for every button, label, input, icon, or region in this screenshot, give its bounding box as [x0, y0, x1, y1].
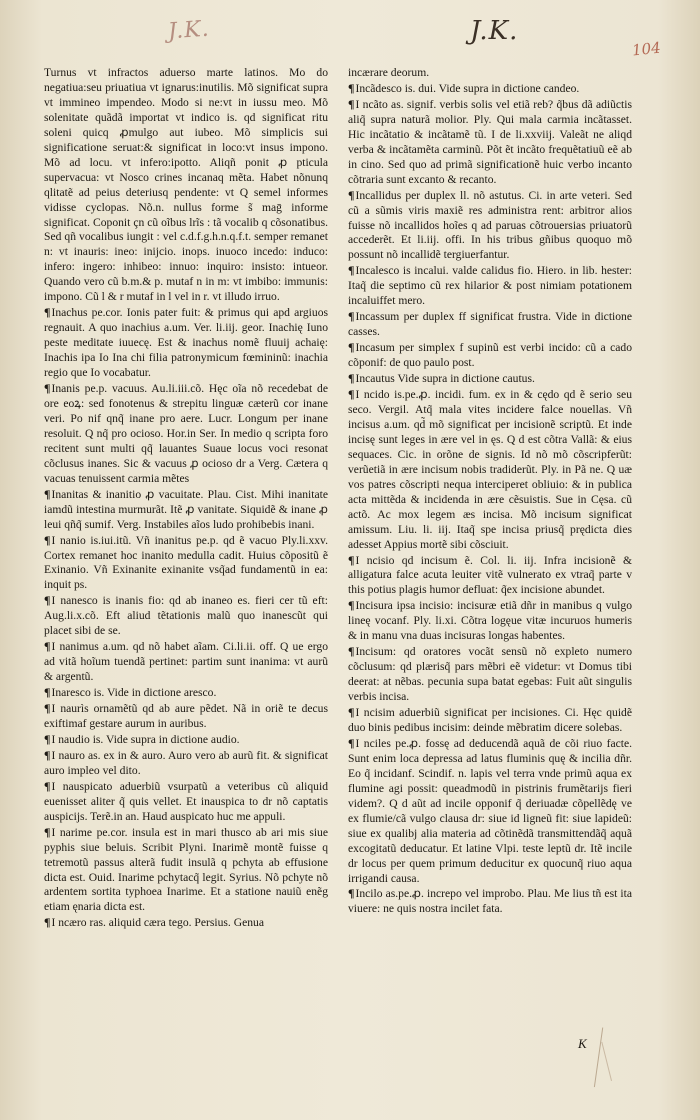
- entry-text: Inanitas & inanitio ꝓ vacuitate. Plau. Cist. Mihi inanitate iamdũ intestina murmurãt. Itẽ ꝓ vanitate. Siquidẽ & inane ꝓ leui qñq̃ sumif. Verg. Instabiles aĩos ludo prohibebis inani.: [44, 487, 328, 531]
- pilcrow-icon: ¶: [44, 685, 51, 700]
- dictionary-entry: [44, 915, 328, 931]
- folio-number: 104: [631, 38, 662, 60]
- dictionary-entry: [348, 371, 632, 387]
- dictionary-entry: [44, 825, 328, 916]
- dictionary-entry: [44, 533, 328, 594]
- entry-text: I naudio is. Vide supra in dictione audio.: [51, 732, 240, 746]
- pilcrow-icon: ¶: [44, 915, 51, 930]
- dictionary-entry: [44, 779, 328, 825]
- entry-text: Inarescо is. Vide in dictione aresco.: [51, 686, 217, 700]
- entry-text: I nciles pe.ꝓ. fossę ad deducendã aquã de cõi riuo facte. Sunt enim loca depressa ad latus fluminis quę & incilia dñr. Eo q̃ incidanf. Scindif. n. lapis vel terra vnde primũ aqua ex flumine agi possit: queadmodũ in pistrinis frumẽtarijs fieri videm?. Q d aũt ad incile opponif q̃ deriuadæ cõpellẽdę ve ex flumie/cã vulgo clausa dr: siue id ligneũ fit: siue lapideũ: siue ex qualibj alia materia ad cõtinẽdã transmittendãq̃ aquã excogitatũ deducatur. Et latine Vlpi. teste leptũ dr. Itẽ incile dr locus per quem primum deducitur ex quocunq̃ riuo aqua irrigandi causa.: [348, 736, 632, 885]
- entry-text: Incilo as.pe.ꝓ. increpo vel improbo. Plau. Me lius tñ est ita viuere: ne quis nostra incilet fata.: [348, 887, 632, 916]
- entry-text: Inachus pe.cor. Ionis pater fuit: & primus qui apd argiuos regnauit. A quo inachius a.um. Ver. li.iij. geor. Inachię Iuno peste meditate iuuecę. Est & inachus nomẽ fluuij achaię: Inachis ipa Io Ina chi filia patronymicum fœmininũ: inachia regio que Io vocabatur.: [44, 306, 328, 380]
- entry-text: I narime pe.cor. insula est in mari thusco ab ari mis siue pyphis siue beluis. Scribit Plyni. Inarimẽ montẽ fuisse q tetremotũ passus alterã fudit insulã q pchyta ab effusione dicta est. Ouid. Inarime pchytacq̃ legit. Syrius. Nõ pchyte nõ ardentem sortita typhoea Inarime. Et a statione nauiũ enẽg etiam ęnaria dicta est.: [44, 825, 328, 914]
- dictionary-entry: [348, 188, 632, 264]
- entry-text: I nanimus a.um. qd nõ habet aĩam. Ci.li.ii. off. Q ue ergo ad vitã hoĩum tuendã pertinet: partim sunt inanima: vt aurũ & argentũ.: [44, 640, 328, 684]
- pilcrow-icon: ¶: [348, 340, 355, 355]
- pilcrow-icon: ¶: [348, 371, 355, 386]
- entry-text: I nanio is.iui.itũ. Vñ inanitus pe.p. qd ẽ vacuo Ply.li.xxv. Cortex remanet hoc inanito medulla cadit. Huius cõpositũ ẽ Exinanio. Vñ Exinanite exinanite vsq̃ad fundamentũ in ea: inquit ps.: [44, 533, 328, 592]
- entry-text: I ncãto as. signif. verbis solis vel etiã reb? q̃bus dã adiũctis aliq̃ supra naturã molior. Ply. Qui mala carmia incãtasset. Hic incãtatio & incãtamẽ tũ. I de li.xxviij. Valeãt ne aliqd verba & incãtamẽta carminũ. Põt ẽt incãto frequẽtatiuũ eẽ ab in cino. Sed quo ad primã significationẽ huic verbo incanto cõtraria sunt excanto & recanto.: [348, 97, 632, 186]
- pilcrow-icon: ¶: [348, 187, 355, 202]
- pilcrow-icon: ¶: [44, 731, 51, 746]
- dictionary-entry: [348, 886, 632, 917]
- entry-text: I ncisim aduerbiũ significat per incisiones. Ci. Hęc quidẽ duo binis pedibus incisim: deinde mẽbratim dicere solebas.: [348, 706, 632, 734]
- pilcrow-icon: ¶: [348, 644, 355, 659]
- manuscript-annotation-left: J.K.: [167, 16, 211, 45]
- pilcrow-icon: ¶: [44, 486, 51, 501]
- dictionary-entry: [44, 748, 328, 779]
- dictionary-entry: [44, 593, 328, 639]
- entry-text: incærare deorum.: [348, 66, 430, 79]
- pilcrow-icon: ¶: [348, 552, 355, 567]
- continued-text: [44, 66, 328, 305]
- dictionary-entry: [44, 685, 328, 701]
- pilcrow-icon: ¶: [44, 778, 51, 793]
- pilcrow-icon: ¶: [44, 824, 51, 839]
- dictionary-entry: [44, 381, 328, 487]
- pilcrow-icon: ¶: [348, 80, 355, 95]
- entry-text: I nauro as. ex in & auro. Auro vero ab aurũ fit. & significat auro impleo vel dito.: [44, 748, 328, 777]
- entry-text: I ncido is.pe.ꝓ. incidi. fum. ex in & cędo qd ẽ serio seu seco. Vergil. Atq̃ mala vites incidere falce nouellas. Vñ incisus a.um. qd̃ mõ significat per incisionẽ scriptũ. Et inde incisę sunt leges in ære vel in ęs. Q d est cõtra Vallã: & eius sequaces. Cic. in orõne de signis. Id nõ mõ cõscripferũt: verũetiã in ære incisum nobis tradiderũt. Ply. in Pã ne. Q uæ vos patres cõscripti nequa interciperet obliuio: & in publica acta mittẽda & incidenda in ære cẽsuistis. Sue in Cęsa. cũ actõ. Ac mox legem æs incisa. Mõ incisum significat amissum. Liu. li. iij. Itaq̃ spe incisa priusq̃ prędicta dies adesset Appius mortẽ sibi cõsciuit.: [348, 388, 632, 551]
- dictionary-entry: [348, 644, 632, 705]
- entry-text: I nanesco is inanis fio: qd ab inaneo es. fieri cer tũ eft: Aug.li.x.cõ. Eft aliud tẽtationis malũ quo inanescũt qui placet sibi de se.: [44, 594, 328, 638]
- right-column: [348, 66, 632, 917]
- pilcrow-icon: ¶: [348, 96, 355, 111]
- entry-text: Incisum: qd oratores vocãt sensũ nõ expleto numero cõclusum: qd plærisq̃ pars mẽbri eẽ videtur: vt Domus tibi deerat: at nẽbas. pecunia supa batat egebas: Fuit aũt singulis verbis incisa.: [348, 645, 632, 704]
- entry-text: Incautus Vide supra in dictione cautus.: [355, 372, 535, 386]
- dictionary-entry: [348, 553, 632, 599]
- dictionary-entry: [348, 81, 632, 97]
- entry-text: Incallidus per duplex ll. nõ astutus. Ci. in arte veteri. Sed cũ a sũmis viris maxiẽ res administra rent: arbitror alios fuisse nõ incallidos hoĩes q ad paruas cõtrouersias priuatorũ accederẽt. Et li.iij. offi. In his tribus gñibus quoquo mõ possunt nõ incallidẽ tergiuerfantur.: [348, 188, 632, 262]
- dictionary-entry: [348, 598, 632, 644]
- entry-text: I naurìs ornamẽtũ qd ab aure pẽdet. Nã in oriẽ te decus exiftimaf gestare aurum in auribus.: [44, 702, 328, 730]
- entry-text: Incisura ipsa incisio: incisuræ etiã dñr in manibus q vulgo lineę vocanf. Ply. li.xi. Cõtra logęue vitæ incuruos humeris & in manu vna duas incisuras longas habentes.: [348, 599, 632, 643]
- pilcrow-icon: ¶: [44, 593, 51, 608]
- entry-text: Inanis pe.p. vacuus. Au.li.iii.cõ. Hęc oĩa nõ recedebat de ore eoꝝ: sed fonotenus & strepitu linguæ cæterũ cor inane veri. Po nif qnq̃ inane pro aere. Lucr. Longum per inane resoluit. Q nq̃ pro ocioso. Hor.in Ser. In medio q scripta foro recitent sunt multi qq̃ lauantes Suaue locus voci resonat cõclusus inanes. Sic & vacuus ꝓ ocioso dr a Verg. Cætera q vacuas tenuissent carmia mẽtes: [44, 382, 328, 485]
- pilcrow-icon: ¶: [44, 381, 51, 396]
- signature-mark: K: [578, 1036, 587, 1051]
- entry-text: I nauspicato aduerbiũ vsurpatũ a veteribus cũ aliquid euenisset aliter q̃ quis vellet. Et inauspica to dr nõ captatis auspicijs. Terẽ.in an. Haud auspicato huc me appuli.: [44, 779, 328, 823]
- entry-text: Incalesco is incalui. valde calidus fio. Hiero. in lib. hester: Itaq̃ die septimo cũ rex hilarior & post nimiam potationem incaluiffet mero.: [348, 264, 632, 308]
- entry-text: Turnus vt infractos aduerso marte latinos. Mo do negatiua:seu priuatiua vt ignarus:inutilis. Mõ significat supra vt immineo impendeo. Modo si ne:vt in iussu meo. Mõ solenitate quãdã importat vt indico is. qd significat ritu soleni quicq ꝓmulgo aut iubeo. Mõ simplicis sui significatione seruat:& significat in loco:vt insus impono. Mõ ad locu. vt infero:ipotto. Aliqñ ponit ꝓ pticula supervacua: vt Nosco crines incanaq mẽta. Habet nõnunq qlitatẽ ad peius deteriusq pendente: vt Q semel informes vidisse cyclopas. Nõ.n. nullus forme s̃ maḡ informe significat. Coponit çn cũ oĩbus lrĩs : tã vocalib q cõsonatibus. Sed qñ vocalibus iungit : vel c.d.f.g.h.n.q.f.t. semper remanet n: vt inauris: ineo: inijcio. inops. inuoco incedo: induco: infero: ingero: inhibeo: innuo: inquiro: insisto: intueor. Quando vero cũ b.m.& p. mutaf n in m: vt imbibo: immunis: impono. Cũ l & r mutaf in l vel in r. vt illudo irruo.: [44, 66, 328, 304]
- dictionary-entry: [44, 732, 328, 748]
- pilcrow-icon: ¶: [348, 309, 355, 324]
- pilcrow-icon: ¶: [348, 263, 355, 278]
- entry-text: I ncisio qd incisum ẽ. Col. li. iij. Infra incisionẽ & alligatura falce acuta leuiter vitẽ vulnerato ex vtraq̃ parte v this potius plagis humor defluat: q̃ex incisione abundet.: [348, 553, 632, 597]
- pilcrow-icon: ¶: [348, 387, 355, 402]
- pilcrow-icon: ¶: [44, 747, 51, 762]
- dictionary-entry: [348, 97, 632, 188]
- pilcrow-icon: ¶: [348, 735, 355, 750]
- dictionary-entry: [348, 387, 632, 552]
- entry-text: Incãdesco is. dui. Vide supra in dictione candeo.: [355, 81, 580, 95]
- dictionary-entry: [44, 487, 328, 533]
- dictionary-entry: [44, 639, 328, 685]
- dictionary-entry: [44, 305, 328, 381]
- left-column: [44, 66, 328, 931]
- entry-text: Incasum per simplex f supinũ est verbi incido: cũ a cado cõponif: de quo paulo post.: [348, 341, 632, 370]
- entry-text: Incassum per duplex ff significat frustra. Vide in dictione casses.: [348, 310, 632, 339]
- pilcrow-icon: ¶: [44, 305, 51, 320]
- dictionary-entry: [348, 736, 632, 887]
- entry-text: I ncæro ras. aliquid cæra tego. Persius. Genua: [51, 916, 264, 930]
- dictionary-entry: [348, 340, 632, 371]
- pilcrow-icon: ¶: [44, 639, 51, 654]
- pilcrow-icon: ¶: [348, 705, 355, 720]
- dictionary-entry: [348, 309, 632, 340]
- dictionary-entry: [348, 263, 632, 309]
- manuscript-annotation-right: J.K.: [470, 16, 519, 46]
- pilcrow-icon: ¶: [348, 598, 355, 613]
- pilcrow-icon: ¶: [44, 532, 51, 547]
- continued-text: [348, 66, 632, 81]
- dictionary-entry: [44, 701, 328, 732]
- pilcrow-icon: ¶: [348, 886, 355, 901]
- dictionary-entry: [348, 705, 632, 736]
- pilcrow-icon: ¶: [44, 701, 51, 716]
